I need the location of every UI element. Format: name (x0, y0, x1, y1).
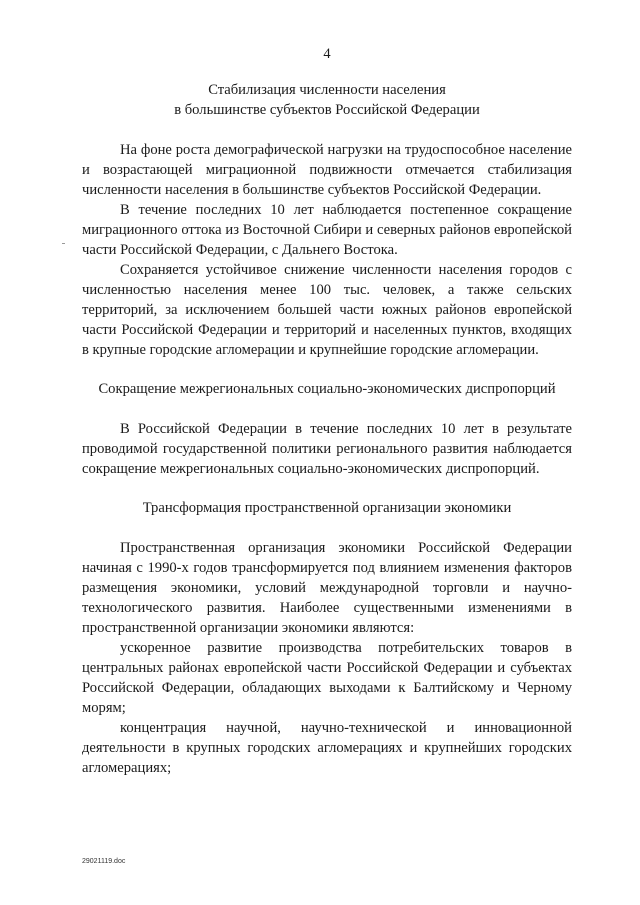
heading-line: Сокращение межрегиональных социально-экономических диспропорций (98, 381, 556, 397)
heading-line: в большинстве субъектов Российской Федерации (174, 102, 480, 118)
document-page (82, 0, 572, 905)
section-heading-disproportions (82, 379, 572, 399)
document-body (82, 80, 572, 778)
paragraph: ускоренное развитие производства потребительских товаров в центральных районах европейской части Российской Федерации и субъектах Российской Федерации, обладающих выходами к Балтийскому и Черному морям; (82, 640, 572, 716)
paragraph: Пространственная организация экономики Российской Федерации начиная с 1990-х годов трансформируется под влиянием изменения факторов размещения экономики, условий международной торговли и научно-технологического развития. Наиболее существенными изменениями в пространственной организации экономики являются: (82, 540, 572, 636)
paragraph: В течение последних 10 лет наблюдается постепенное сокращение миграционного оттока из Восточной Сибири и северных районов европейской части Российской Федерации, с Дальнего Востока. (82, 202, 572, 258)
paragraph: На фоне роста демографической нагрузки на трудоспособное население и возрастающей миграционной подвижности отмечается стабилизация численности населения в большинстве субъектов Российской Федерации. (82, 142, 572, 198)
paragraph: Сохраняется устойчивое снижение численности населения городов с численностью населения менее 100 тыс. человек, а также сельских территорий, за исключением большей части южных районов европейской части Российской Федерации и территорий и населенных пунктов, входящих в крупные городские агломерации и крупнейшие городские агломерации. (82, 262, 572, 358)
page-number: 4 (323, 46, 331, 62)
section-heading-population (82, 80, 572, 120)
section-heading-economy (82, 498, 572, 518)
heading-line: Трансформация пространственной организации экономики (142, 500, 512, 516)
paragraph: концентрация научной, научно-технической и инновационной деятельности в крупных городских агломерациях и крупнейших городских агломерациях; (82, 720, 572, 776)
file-name-footer: 29021119.doc (82, 858, 126, 865)
paragraph: В Российской Федерации в течение последних 10 лет в результате проводимой государственной политики регионального развития наблюдается сокращение межрегиональных социально-экономических диспропорций. (82, 421, 572, 477)
margin-mark (62, 243, 65, 244)
heading-line: Стабилизация численности населения (208, 82, 446, 98)
